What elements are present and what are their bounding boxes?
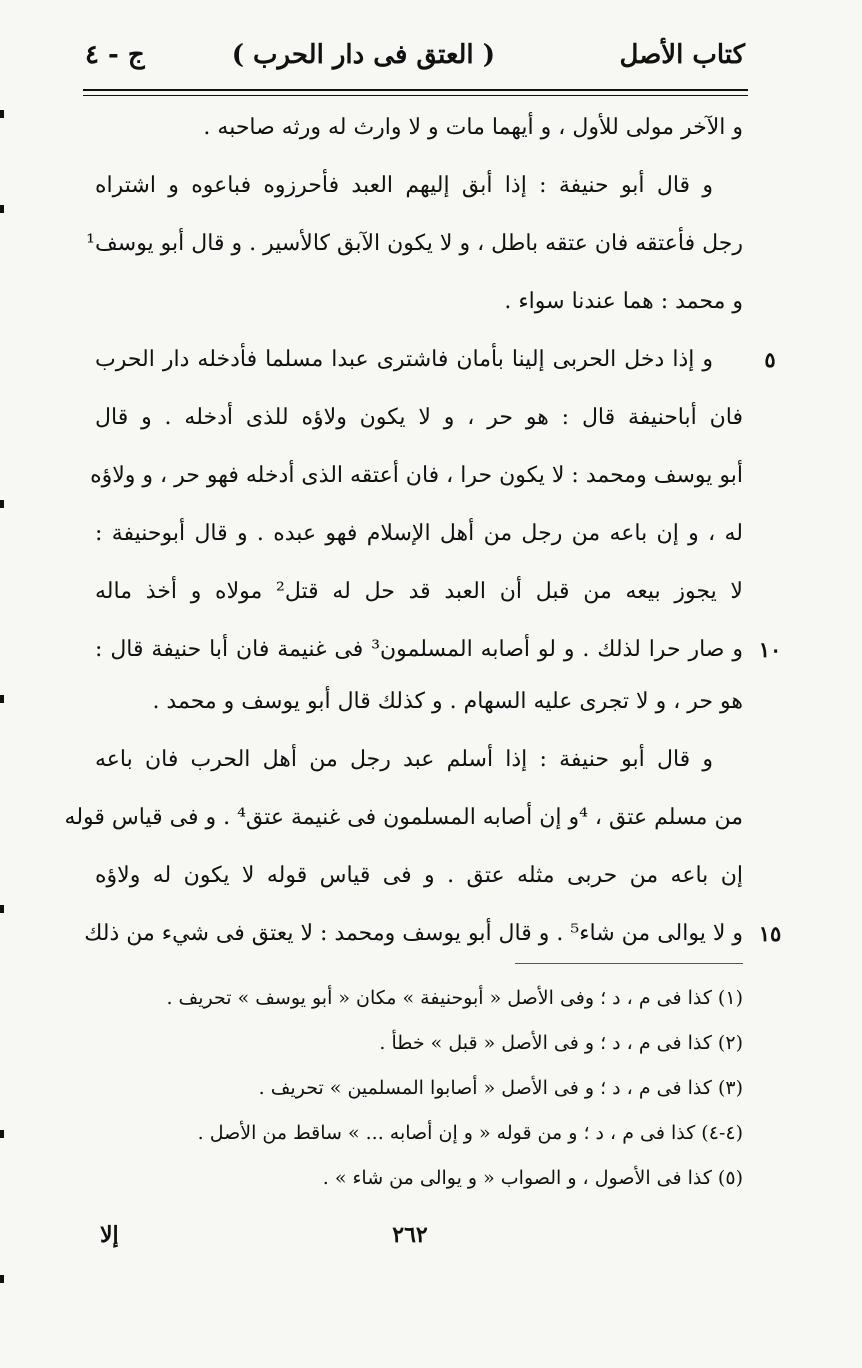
footnote-rule (515, 963, 743, 964)
text-line: فان أباحنيفة قال : هو حر ، و لا يكون ولاؤه للذى أدخله . و قال (95, 405, 743, 430)
line-number: ٥ (764, 347, 776, 372)
header-rule (83, 89, 748, 91)
scan-mark (0, 905, 4, 913)
line-number: ١٠ (758, 637, 782, 662)
scan-mark (0, 500, 4, 508)
line-number: ١٥ (758, 921, 782, 946)
footnote: (٥) كذا فى الأصول ، و الصواب « و يوالى من شاء » . (322, 1167, 743, 1189)
text-line: إن باعه من حربى مثله عتق . و فى قياس قوله لا يكون له ولاؤه (95, 863, 743, 888)
book-title: كتاب الأصل (619, 40, 745, 70)
text-line: و لا يوالى من شاء⁵ . و قال أبو يوسف ومحمد : لا يعتق فى شيء من ذلك (84, 921, 743, 946)
footnote: (٤-٤) كذا فى م ، د ؛ و من قوله « و إن أصابه ... » ساقط من الأصل . (197, 1122, 743, 1144)
text-line: و صار حرا لذلك . و لو أصابه المسلمون³ فى غنيمة فان أبا حنيفة قال : (95, 637, 743, 662)
text-line: و قال أبو حنيفة : إذا أبق إليهم العبد فأحرزوه فباعوه و اشتراه (95, 173, 713, 198)
text-line: هو حر ، و لا تجرى عليه السهام . و كذلك قال أبو يوسف و محمد . (152, 689, 743, 714)
header-rule-thin (83, 95, 748, 96)
chapter-title: ( العتق فى دار الحرب ) (231, 40, 495, 70)
text-line: أبو يوسف ومحمد : لا يكون حرا ، فان أعتقه الذى أدخله فهو حر ، و ولاؤه (90, 463, 743, 488)
text-line: و إذا دخل الحربى إلينا بأمان فاشترى عبدا مسلما فأدخله دار الحرب (95, 347, 713, 372)
text-line: له ، و إن باعه من رجل من أهل الإسلام فهو عبده . و قال أبوحنيفة : (95, 521, 743, 546)
scan-mark (0, 1275, 4, 1283)
text-line: من مسلم عتق ، ⁴و إن أصابه المسلمون فى غنيمة عتق⁴ . و فى قياس قوله (64, 805, 743, 830)
text-line: و الآخر مولى للأول ، و أيهما مات و لا وارث له ورثه صاحبه . (203, 115, 743, 140)
running-header (85, 40, 745, 84)
text-line: لا يجوز بيعه من قبل أن العبد قد حل له قتل² مولاه و أخذ ماله (95, 579, 743, 604)
text-line: و قال أبو حنيفة : إذا أسلم عبد رجل من أهل الحرب فان باعه (95, 747, 713, 772)
scan-mark (0, 1130, 4, 1138)
volume-label: ج - ٤ (85, 40, 145, 70)
text-line: رجل فأعتقه فان عتقه باطل ، و لا يكون الآبق كالأسير . و قال أبو يوسف¹ (86, 231, 743, 256)
page-number: ٢٦٢ (392, 1222, 428, 1248)
text-line: و محمد : هما عندنا سواء . (504, 289, 743, 314)
footnote: (٣) كذا فى م ، د ؛ و فى الأصل « أصابوا المسلمين » تحريف . (258, 1077, 743, 1099)
scan-mark (0, 110, 4, 118)
footnote: (١) كذا فى م ، د ؛ وفى الأصل « أبوحنيفة » مكان « أبو يوسف » تحريف . (166, 987, 743, 1009)
footnote: (٢) كذا فى م ، د ؛ و فى الأصل « قبل » خطأ . (379, 1032, 743, 1054)
scan-mark (0, 205, 4, 213)
catchword: إلا (100, 1222, 119, 1248)
scan-mark (0, 695, 4, 703)
